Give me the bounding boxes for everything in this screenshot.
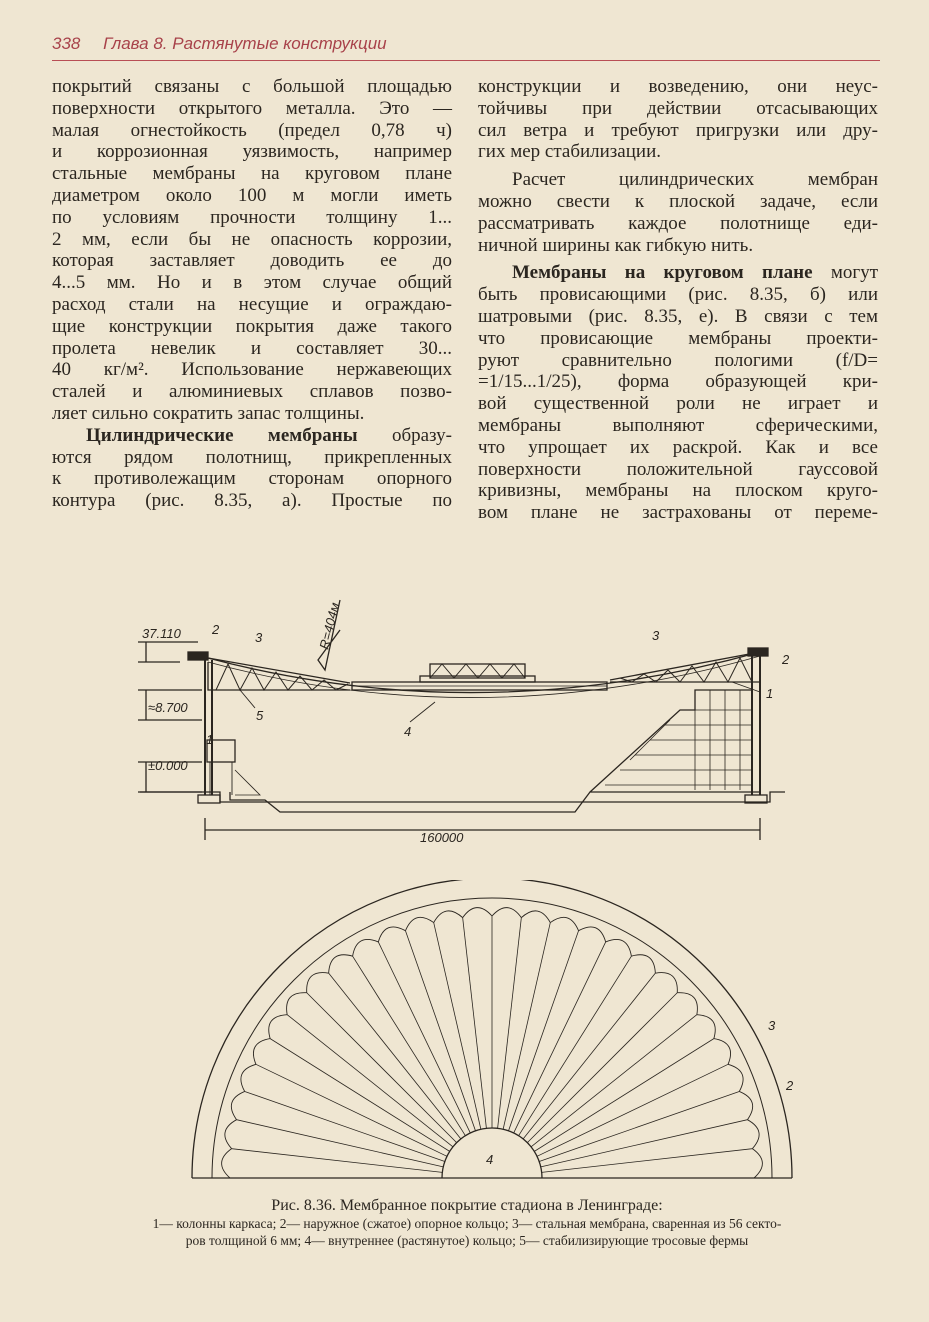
scallop xyxy=(253,1039,270,1065)
text-line: стальные мембраны на круговом плане xyxy=(52,163,452,185)
chapter-title: Глава 8. Растянутые конструкции xyxy=(103,34,387,53)
text-line: ничной ширины как гибкую нить. xyxy=(478,234,754,256)
sector-line xyxy=(541,1120,748,1167)
sector-line xyxy=(531,1015,697,1147)
text-line: что провисающие мембраны проекти- xyxy=(478,327,878,349)
span-label: 160000 xyxy=(420,830,464,845)
text-line: быть провисающими (рис. 8.35, б) или xyxy=(478,284,878,306)
text-line: ются рядом полотнищ, прикрепленных xyxy=(52,446,452,468)
right-truss xyxy=(610,652,760,682)
elevation-top-label: 37.110 xyxy=(142,626,181,641)
label-3-left: 3 xyxy=(255,630,263,645)
scallop xyxy=(405,917,433,930)
figure-caption xyxy=(52,1196,882,1249)
scallop xyxy=(752,1149,762,1178)
sector-line xyxy=(514,942,606,1133)
text-line: конструкции и возведению, они неус- xyxy=(478,76,878,97)
sector-line xyxy=(329,973,461,1139)
text-line: вом плане не застрахованы от переме- xyxy=(478,502,878,524)
scallop xyxy=(747,1120,759,1149)
plan-label-2: 2 xyxy=(786,1078,794,1093)
sector-line xyxy=(232,1149,443,1173)
sector-line xyxy=(503,923,550,1130)
text-line: покрытий связаны с большой площадью xyxy=(52,76,452,97)
sector-line xyxy=(287,1015,453,1147)
scallop xyxy=(655,973,677,993)
sector-line xyxy=(307,993,457,1143)
page-header xyxy=(52,34,882,54)
text-line: сталей и алюминиевых сплавов позво- xyxy=(52,381,452,403)
plan-label-3: 3 xyxy=(768,1018,776,1033)
text-fragment: образу- xyxy=(357,424,452,446)
text-line: к противолежащим сторонам опорного xyxy=(52,468,452,490)
text-line: малая огнестойкость (предел 0,78 ч) xyxy=(52,119,452,141)
scallop xyxy=(269,1015,287,1039)
text-fragment: могут xyxy=(812,262,878,284)
label-5: 5 xyxy=(256,708,264,723)
scallop xyxy=(225,1120,237,1149)
sector-line xyxy=(405,931,475,1131)
text-line: по условиям прочности толщину 1... xyxy=(52,206,452,228)
paragraph-lead xyxy=(52,425,452,447)
scallop xyxy=(241,1064,256,1091)
text-line: которая заставляет доводить ее до xyxy=(52,250,452,272)
text-line: шатровыми (рис. 8.35, е). В связи с тем xyxy=(478,305,878,327)
page-number: 338 xyxy=(52,34,81,53)
text-line: =1/15...1/25), форма образующей кри- xyxy=(478,371,878,393)
text-line: мембраны выполняют сферическими, xyxy=(478,414,878,436)
text-line: ляет сильно сократить запас толщины. xyxy=(52,402,365,424)
text-line: рассматривать каждое полотнище еди- xyxy=(478,212,878,234)
elevation-mid-label: ≈8.700 xyxy=(148,700,188,715)
stadium-plan-drawing xyxy=(180,880,820,1190)
label-2-left: 2 xyxy=(212,622,220,637)
scallop xyxy=(521,911,550,923)
sector-line xyxy=(256,1064,447,1156)
sector-line xyxy=(434,923,481,1130)
scallop xyxy=(463,908,492,918)
scallop xyxy=(378,927,405,942)
label-3-right: 3 xyxy=(652,628,660,643)
paragraph-lead xyxy=(478,262,878,284)
text-line: что упрощает их раскрой. Как и все xyxy=(478,436,878,458)
sector-line xyxy=(463,918,487,1129)
caption-title: Рис. 8.36. Мембранное покрытие стадиона в Ленинграде: xyxy=(271,1197,663,1214)
sector-line xyxy=(539,1091,739,1161)
text-line: вой существенной роли не играет и xyxy=(478,393,878,415)
text-line: поверхности положительной гауссовой xyxy=(478,458,878,480)
text-line: поверхности открытого металла. Это — xyxy=(52,97,452,119)
scallop xyxy=(714,1039,731,1065)
text-line: расход стали на несущие и ограждаю- xyxy=(52,293,452,315)
sector-line xyxy=(542,1149,753,1173)
sector-line xyxy=(237,1120,444,1167)
text-line: кривизны, мембраны на плоском круго- xyxy=(478,480,878,502)
text-line: и коррозионная уязвимость, например xyxy=(52,141,452,163)
scallop xyxy=(579,927,606,942)
text-line: руют сравнительно пологими (f/D= xyxy=(478,349,878,371)
sector-line xyxy=(509,931,579,1131)
text-line: щие конструкции покрытия даже такого xyxy=(52,315,452,337)
sector-line xyxy=(353,956,466,1136)
scallop xyxy=(307,973,329,993)
sector-line xyxy=(523,973,655,1139)
radius-label: R=404м xyxy=(316,600,343,651)
scallop xyxy=(739,1091,752,1119)
left-column xyxy=(52,76,452,512)
scallop xyxy=(287,993,307,1015)
text-line: пролета невелик и составляет 30... xyxy=(52,337,452,359)
text-line: сил ветра и требуют пригрузки или дру- xyxy=(478,119,878,141)
scallop xyxy=(550,917,578,930)
sector-line xyxy=(245,1091,445,1161)
scallop xyxy=(353,939,379,956)
text-line: тойчивы при действии отсасывающих xyxy=(478,97,878,119)
caption-legend-line: 1— колонны каркаса; 2— наружное (сжатое) опорное кольцо; 3— стальная мембрана, сваренная из 56 секто- xyxy=(152,1216,782,1231)
sector-line xyxy=(498,918,522,1129)
outer-ring-left xyxy=(188,652,208,660)
caption-legend-line: ров толщиной 6 мм; 4— внутреннее (растянутое) кольцо; 5— стабилизирующие тросовые фермы xyxy=(185,1233,749,1248)
scallop xyxy=(492,908,521,918)
sector-line xyxy=(378,942,470,1133)
scallop xyxy=(728,1064,743,1091)
text-line: можно свести к плоской задаче, если xyxy=(478,190,878,212)
membrane-sectors xyxy=(230,916,754,1178)
left-footing xyxy=(198,795,220,803)
bold-term: Цилиндрические мембраны xyxy=(86,424,358,446)
scallop xyxy=(606,939,632,956)
scallop xyxy=(631,955,655,973)
bold-term: Мембраны на круговом плане xyxy=(512,262,813,284)
header-rule xyxy=(52,60,880,61)
sector-line xyxy=(534,1039,714,1152)
text-line: 4...5 мм. Но и в этом случае общий xyxy=(52,272,452,294)
scallop xyxy=(231,1091,244,1119)
text-line: 2 мм, если бы не опасность коррозии, xyxy=(52,228,452,250)
text-line: диаметром около 100 м могли иметь xyxy=(52,184,452,206)
scallop xyxy=(222,1149,232,1178)
text-line: 40 кг/м². Использование нержавеющих xyxy=(52,359,452,381)
elevation-zero-label: ±0.000 xyxy=(148,758,188,773)
scallop xyxy=(434,911,463,923)
text-line: гих мер стабилизации. xyxy=(478,141,661,163)
sector-line xyxy=(270,1039,450,1152)
sector-line xyxy=(537,1064,728,1156)
sector-line xyxy=(527,993,677,1143)
stadium-section-drawing xyxy=(120,590,800,852)
text-line: Расчет цилиндрических мембран xyxy=(512,169,878,191)
scallop xyxy=(697,1015,715,1039)
right-stands xyxy=(590,690,752,792)
scallop xyxy=(329,955,353,973)
right-column xyxy=(478,76,878,524)
label-4: 4 xyxy=(404,724,412,739)
scallop xyxy=(677,993,697,1015)
label-1-left: 1 xyxy=(206,732,214,747)
sector-line xyxy=(519,956,632,1136)
plan-label-4: 4 xyxy=(486,1152,494,1167)
label-2-right: 2 xyxy=(782,652,790,667)
label-1-right: 1 xyxy=(766,686,774,701)
text-line: контура (рис. 8.35, а). Простые по xyxy=(52,490,452,512)
